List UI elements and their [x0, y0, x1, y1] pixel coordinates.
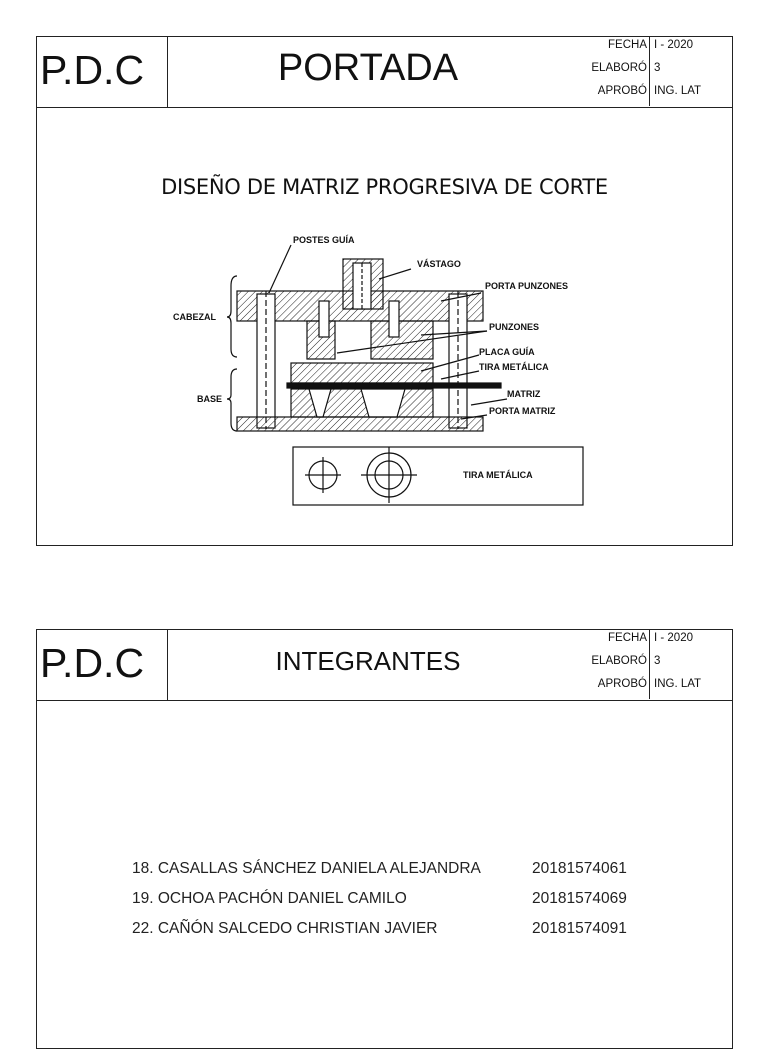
- meta-value: ING. LAT: [654, 678, 702, 690]
- drawing-title: DISEÑO DE MATRIZ PROGRESIVA DE CORTE: [161, 175, 608, 199]
- label-tira-metalica: TIRA METÁLICA: [479, 362, 549, 372]
- meta-row-elaboro: [567, 653, 734, 676]
- label-base: BASE: [197, 394, 223, 404]
- member-name: 18. CASALLAS SÁNCHEZ DANIELA ALEJANDRA: [132, 860, 481, 877]
- page-title: INTEGRANTES: [275, 646, 461, 676]
- member-name: 22. CAÑÓN SALCEDO CHRISTIAN JAVIER: [132, 920, 438, 937]
- list-item: [132, 890, 672, 920]
- label-cabezal: CABEZAL: [173, 312, 216, 322]
- meta-value: ING. LAT: [654, 85, 702, 97]
- label-tira-metalica-strip: TIRA METÁLICA: [463, 470, 533, 480]
- label-vastago: VÁSTAGO: [417, 259, 461, 269]
- member-id: 20181574061: [532, 860, 627, 877]
- member-id: 20181574069: [532, 890, 627, 907]
- label-porta-matriz: PORTA MATRIZ: [489, 406, 556, 416]
- meta-key: APROBÓ: [567, 83, 650, 106]
- label-postes-guia: POSTES GUÍA: [293, 235, 355, 245]
- meta-row-fecha: [567, 630, 734, 653]
- label-punzones: PUNZONES: [489, 322, 540, 332]
- meta-key: FECHA: [567, 37, 650, 60]
- meta-value: 3: [654, 655, 661, 667]
- members-sheet: [36, 629, 733, 1049]
- meta-value: 3: [654, 62, 661, 74]
- list-item: [132, 860, 672, 890]
- meta-key: APROBÓ: [567, 676, 650, 699]
- meta-table: [567, 630, 734, 700]
- label-matriz: MATRIZ: [507, 389, 541, 399]
- cover-sheet: [36, 36, 733, 546]
- page-title: PORTADA: [277, 47, 459, 89]
- member-id: 20181574091: [532, 920, 627, 937]
- meta-value: I - 2020: [654, 39, 693, 51]
- meta-key: FECHA: [567, 630, 650, 653]
- meta-row-aprobo: [567, 676, 734, 699]
- label-porta-punzones: PORTA PUNZONES: [485, 281, 569, 291]
- logo-text: P.D.C: [37, 630, 168, 700]
- die-technical-drawing: [37, 37, 732, 545]
- label-placa-guia: PLACA GUÍA: [479, 347, 535, 357]
- logo-text: P.D.C: [37, 37, 168, 107]
- meta-key: ELABORÓ: [567, 653, 650, 676]
- member-name: 19. OCHOA PACHÓN DANIEL CAMILO: [132, 890, 407, 907]
- members-list: [132, 860, 672, 950]
- meta-key: ELABORÓ: [567, 60, 650, 83]
- list-item: [132, 920, 672, 950]
- title-block: [37, 630, 732, 701]
- meta-value: I - 2020: [654, 632, 693, 644]
